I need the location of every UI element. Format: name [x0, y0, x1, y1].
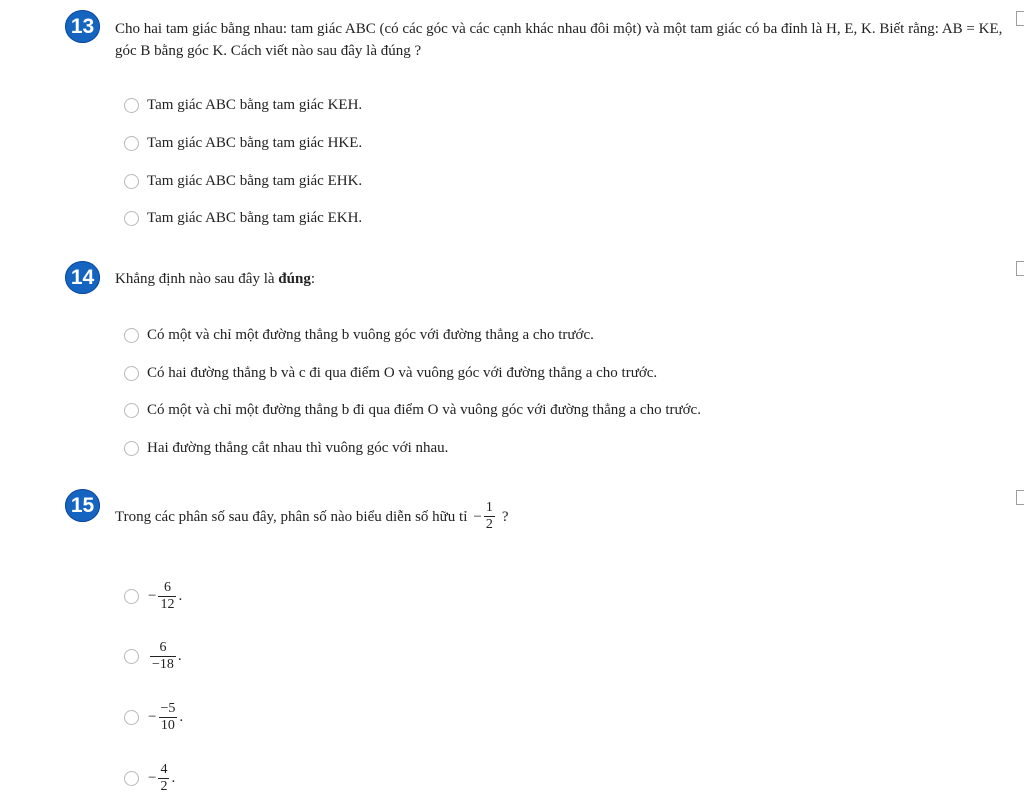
- option-a[interactable]: [124, 580, 182, 613]
- radio-button[interactable]: [124, 771, 139, 786]
- fraction-numerator: −5: [160, 701, 176, 716]
- fraction-sign: −: [148, 588, 157, 604]
- fraction: [158, 762, 169, 795]
- fraction-end: .: [179, 709, 184, 725]
- question-text: [115, 500, 1015, 533]
- option-a[interactable]: [124, 325, 594, 345]
- fraction-denominator: 12: [160, 597, 175, 612]
- question-text-prefix: Trong các phân số sau đây, phân số nào biểu diễn số hữu tỉ: [115, 508, 468, 525]
- option-d[interactable]: [124, 762, 175, 795]
- fraction-numerator: 6: [159, 640, 167, 655]
- option-c[interactable]: [124, 171, 362, 191]
- fraction-denominator: 2: [485, 517, 493, 532]
- option-label: Tam giác ABC bằng tam giác KEH.: [147, 96, 363, 113]
- option-d[interactable]: [124, 208, 362, 228]
- question-text-line: Cho hai tam giác bằng nhau: tam giác ABC (có các góc và các cạnh khác nhau đôi một) và một tam giác có ba đỉnh là H, E, K. Biết rằng: AB = KE,: [115, 21, 1003, 37]
- fraction-end: .: [178, 588, 183, 604]
- radio-button[interactable]: [124, 136, 139, 151]
- fraction: [150, 640, 176, 673]
- option-label: Hai đường thẳng cắt nhau thì vuông góc với nhau.: [147, 439, 449, 456]
- option-fraction: [148, 762, 175, 795]
- option-b[interactable]: [124, 640, 182, 673]
- question-text-bold: đúng: [278, 271, 311, 287]
- fraction: [158, 701, 177, 734]
- option-label: Tam giác ABC bằng tam giác HKE.: [147, 134, 363, 151]
- question-text: [115, 268, 1015, 290]
- option-label: Tam giác ABC bằng tam giác EHK.: [147, 172, 363, 189]
- radio-button[interactable]: [124, 174, 139, 189]
- fraction: [484, 500, 495, 533]
- option-label: Có hai đường thẳng b và c đi qua điểm O và vuông góc với đường thẳng a cho trước.: [147, 364, 658, 381]
- option-fraction: [148, 701, 183, 734]
- radio-button[interactable]: [124, 98, 139, 113]
- bookmark-flag-icon[interactable]: [1016, 490, 1024, 505]
- option-fraction: [148, 580, 182, 613]
- fraction: [158, 580, 176, 613]
- radio-button[interactable]: [124, 403, 139, 418]
- fraction-sign: −: [148, 709, 157, 725]
- radio-button[interactable]: [124, 211, 139, 226]
- bookmark-flag-icon[interactable]: [1016, 261, 1024, 276]
- fraction-end: .: [177, 648, 182, 664]
- option-c[interactable]: [124, 400, 701, 420]
- option-b[interactable]: [124, 133, 362, 153]
- fraction-numerator: 6: [163, 580, 171, 595]
- bookmark-flag-icon[interactable]: [1016, 11, 1024, 26]
- radio-button[interactable]: [124, 710, 139, 725]
- question-text-line: góc B bằng góc K. Cách viết nào sau đây là đúng ?: [115, 43, 422, 59]
- option-label: Có một và chỉ một đường thẳng b vuông góc với đường thẳng a cho trước.: [147, 326, 594, 343]
- question-text-prefix: Khẳng định nào sau đây là: [115, 271, 279, 287]
- question-text-suffix: :: [310, 271, 315, 287]
- question-number-badge: 15: [65, 489, 100, 522]
- option-c[interactable]: [124, 701, 183, 734]
- option-fraction: [148, 640, 182, 673]
- option-label: Có một và chỉ một đường thẳng b đi qua điểm O và vuông góc với đường thẳng a cho trước.: [147, 401, 701, 418]
- fraction-numerator: 4: [160, 762, 168, 777]
- fraction-sign: −: [148, 770, 157, 786]
- fraction-denominator: −18: [152, 657, 174, 672]
- option-label: Tam giác ABC bằng tam giác EKH.: [147, 209, 363, 226]
- radio-button[interactable]: [124, 441, 139, 456]
- option-a[interactable]: [124, 95, 362, 115]
- radio-button[interactable]: [124, 328, 139, 343]
- question-text-suffix: ?: [501, 508, 509, 525]
- radio-button[interactable]: [124, 589, 139, 604]
- fraction-sign: −: [473, 508, 482, 525]
- question-number-badge: 13: [65, 10, 100, 43]
- radio-button[interactable]: [124, 366, 139, 381]
- fraction-denominator: 2: [160, 779, 168, 794]
- fraction-numerator: 1: [485, 500, 493, 515]
- option-b[interactable]: [124, 363, 657, 383]
- fraction-end: .: [171, 770, 176, 786]
- option-d[interactable]: [124, 438, 448, 458]
- question-number-badge: 14: [65, 261, 100, 294]
- fraction-denominator: 10: [160, 718, 175, 733]
- radio-button[interactable]: [124, 649, 139, 664]
- question-text: [115, 18, 1015, 62]
